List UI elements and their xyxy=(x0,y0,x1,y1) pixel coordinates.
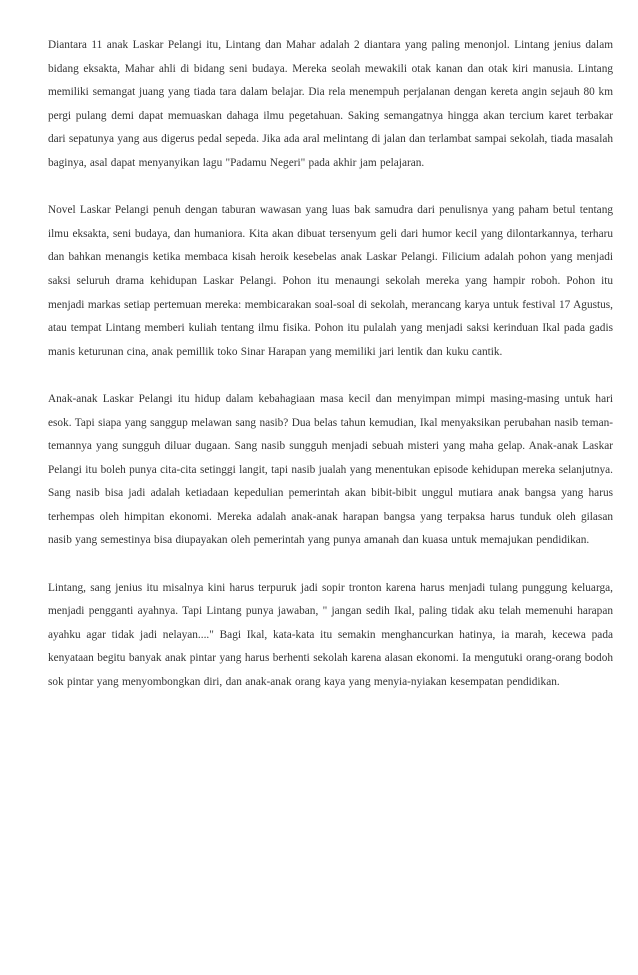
paragraph-novel-overview: Novel Laskar Pelangi penuh dengan taburan wawasan yang luas bak samudra dari penulisnya yang paham betul tentang ilmu eksakta, seni budaya, dan humaniora. Kita akan dibuat tersenyum geli dari humor kecil yang dilontarkannya, terharu dan bahkan menangis ketika membaca kisah heroik kesebelas anak Laskar Pelangi. Filicium adalah pohon yang menjadi saksi seluruh drama kehidupan Laskar Pelangi. Pohon itu menaungi sekolah mereka yang hampir roboh. Pohon itu menjadi markas setiap pertemuan mereka: membicarakan soal-soal di sekolah, merancang karya untuk festival 17 Agustus, atau tempat Lintang memberi kuliah tentang ilmu fisika. Pohon itu pulalah yang menjadi saksi kerinduan Ikal pada gadis manis keturunan cina, anak pemillik toko Sinar Harapan yang memiliki jari lentik dan kuku cantik. xyxy=(48,204,613,358)
paragraph-lintang-mahar: Diantara 11 anak Laskar Pelangi itu, Lintang dan Mahar adalah 2 diantara yang paling menonjol. Lintang jenius dalam bidang eksakta, Mahar ahli di bidang seni budaya. Mereka seolah mewakili otak kanan dan otak kiri manusia. Lintang memiliki semangat juang yang tiada tara dalam belajar. Dia rela menempuh perjalanan dengan kereta angin sejauh 80 km pergi pulang demi dapat memuaskan dahaga ilmu pegetahuan. Saking semangatnya hingga akan tercium karet terbakar dari sepatunya yang aus digerus pedal sepeda. Jika ada aral melintang di jalan dan terlambat sampai sekolah, tiada masalah baginya, asal dapat menyanyikan lagu "Padamu Negeri" pada akhir jam pelajaran. xyxy=(48,39,613,169)
document-body xyxy=(48,34,613,718)
paragraph-destiny: Anak-anak Laskar Pelangi itu hidup dalam kebahagiaan masa kecil dan menyimpan mimpi masing-masing untuk hari esok. Tapi siapa yang sanggup melawan sang nasib? Dua belas tahun kemudian, Ikal menyaksikan perubahan nasib teman-temannya yang sungguh diluar dugaan. Sang nasib sungguh menjadi sebuah misteri yang maha gelap. Anak-anak Laskar Pelangi itu boleh punya cita-cita setinggi langit, tapi nasib jualah yang menentukan episode kehidupan mereka selanjutnya. Sang nasib bisa jadi adalah ketiadaan kepedulian pemerintah akan bibit-bibit unggul mutiara anak bangsa yang harus terhempas oleh himpitan ekonomi. Mereka adalah anak-anak harapan bangsa yang terpaksa harus tunduk oleh gilasan nasib yang semestinya bisa diupayakan oleh pemerintah yang punya amanah dan kuasa untuk memajukan pendidikan. xyxy=(48,392,613,547)
paragraph-lintang-fate: Lintang, sang jenius itu misalnya kini harus terpuruk jadi sopir tronton karena harus menjadi tulang punggung keluarga, menjadi pengganti ayahnya. Tapi Lintang punya jawaban, " jangan sedih Ikal, paling tidak aku telah memenuhi harapan ayahku agar tidak jadi nelayan...." Bagi Ikal, kata-kata itu semakin menghancurkan hatinya, ia marah, kecewa pada kenyataan begitu banyak anak pintar yang harus berhenti sekolah karena alasan ekonomi. Ia mengutuki orang-orang bodoh sok pintar yang menyombongkan diri, dan anak-anak orang kaya yang menyia-nyiakan kesempatan pendidikan. xyxy=(48,581,613,689)
